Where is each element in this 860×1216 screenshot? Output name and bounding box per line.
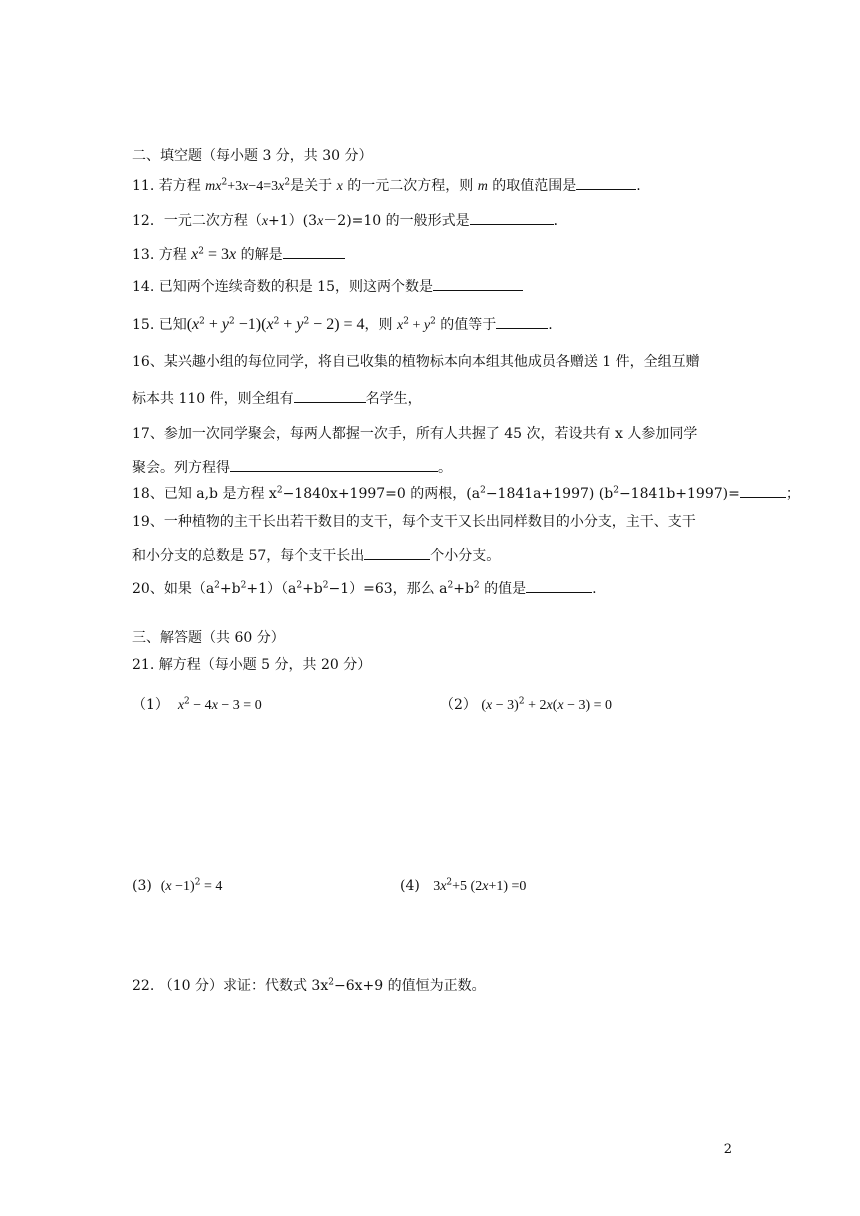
- answer-blank: [470, 210, 554, 225]
- question-13: 13. 方程 $x^2 = 3x$ 的解是: [132, 244, 345, 265]
- page-number: 2: [723, 1142, 732, 1157]
- answer-blank: [526, 578, 592, 593]
- question-12: 12．一元二次方程（x+1）(3x－2)=10 的一般形式是 ．: [132, 210, 568, 232]
- section-2-heading: 二、填空题（每小题 3 分，共 30 分）: [132, 148, 373, 164]
- answer-blank: [576, 175, 636, 190]
- question-11: 11. 若方程 $mx^2+3x-4=3x^2$是关于 x 的一元二次方程，则 m 的取值范围是 .: [132, 175, 641, 197]
- question-21-part-2: （2） $(x - 3)^2 + 2x(x - 3) = 0$: [440, 696, 613, 713]
- question-18: 18、已知 a,b 是方程 $x^2-1840x+1997=0$ 的两根，$(a^2-1841a+1997)$ $(b^2-1841b+1997)=$ ；: [132, 483, 800, 504]
- question-19-line-2: 和小分支的总数是 57，每个支干长出 个小分支。: [132, 545, 500, 566]
- answer-blank: [496, 314, 548, 329]
- section-3-heading: 三、解答题（共 60 分）: [132, 630, 285, 646]
- question-16-line-1: 16、某兴趣小组的每位同学，将自已收集的植物标本向本组其他成员各赠送 1 件，全组互赠: [132, 354, 700, 370]
- question-21-part-4: (4) $3x^2+5$ (2x+1) =0: [400, 877, 527, 894]
- answer-blank: [230, 457, 438, 472]
- question-15: 15. 已知$(x^2 + y^2 -1)(x^2 + y^2 - 2) = 4$，则 $x^2 + y^2$ 的值等于 .: [132, 316, 553, 333]
- question-19-line-1: 19、一种植物的主干长出若干数目的支干，每个支干又长出同样数目的小分支，主干、支干: [132, 514, 696, 530]
- question-21-heading: 21. 解方程（每小题 5 分，共 20 分）: [132, 657, 372, 673]
- question-14: 14. 已知两个连续奇数的积是 15，则这两个数是: [132, 276, 523, 297]
- answer-blank: [433, 276, 523, 291]
- answer-blank: [364, 545, 430, 560]
- question-21-part-3: (3) $(x -1)^2 = 4$: [132, 877, 223, 894]
- answer-blank: [740, 483, 786, 498]
- answer-blank: [283, 244, 345, 259]
- question-16-line-2: 标本共 110 件，则全组有 名学生，: [132, 388, 422, 409]
- question-21-part-1: （1） $x^2 - 4x - 3 = 0$: [132, 696, 262, 713]
- question-22: 22. （10 分）求证：代数式 $3x^2-6x+9$ 的值恒为正数。: [132, 977, 486, 994]
- answer-blank: [294, 388, 366, 403]
- question-20: 20、如果$(a^2+b^2+1)(a^2+b^2-1)=63$，那么 $a^2+b^2$ 的值是 .: [132, 578, 597, 599]
- question-17-line-2: 聚会。列方程得 。: [132, 457, 452, 478]
- question-17-line-1: 17、参加一次同学聚会，每两人都握一次手，所有人共握了 45 次，若设共有 x 人参加同学: [132, 426, 698, 442]
